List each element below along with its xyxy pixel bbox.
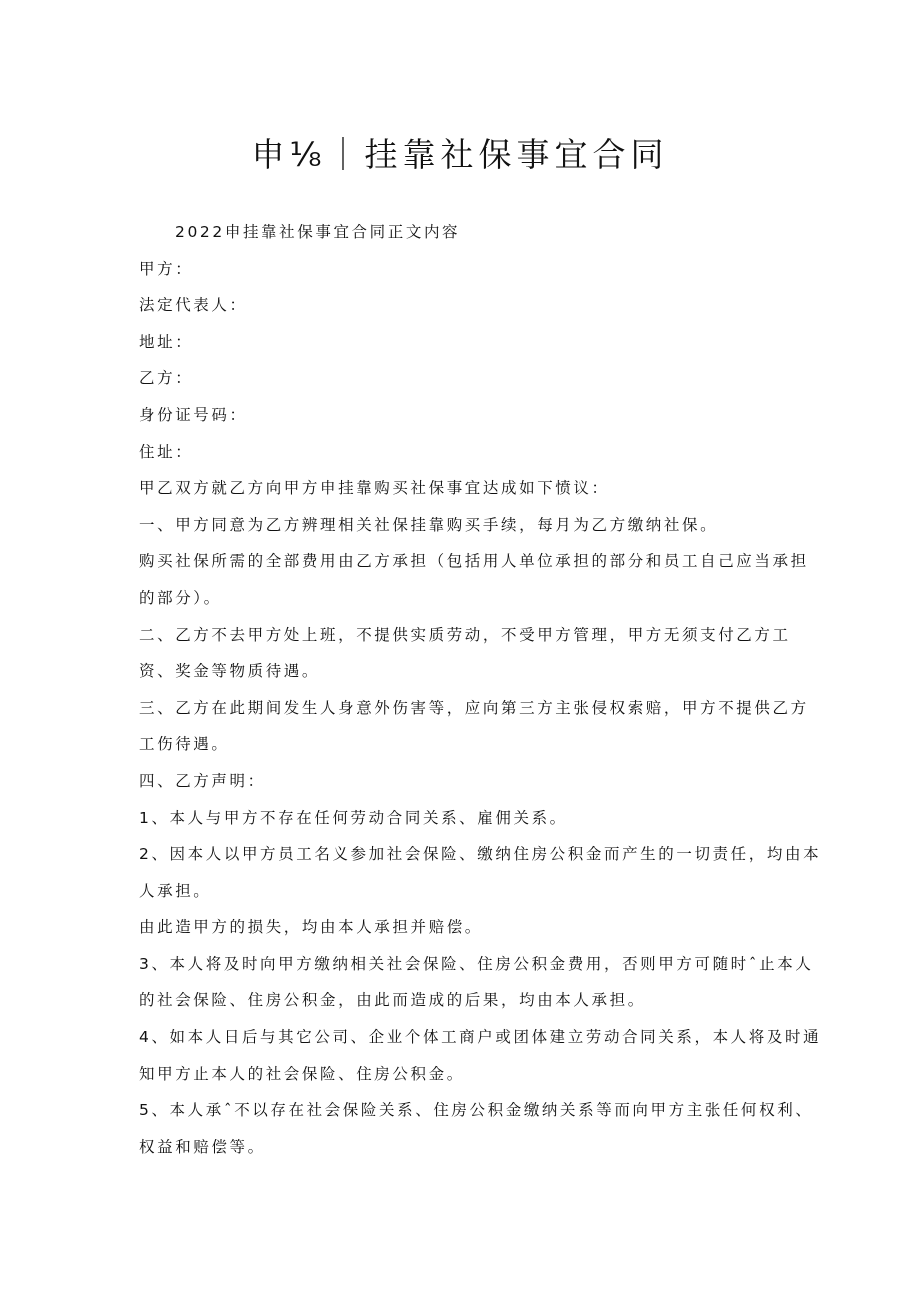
- statement-5-cont-line: 权益和赔偿等。: [139, 1137, 266, 1156]
- document-title: 申⅛｜挂靠社保事宜合同: [251, 135, 669, 174]
- subtitle-line: 2022申挂靠社保事宜合同正文内容: [175, 223, 461, 241]
- statement-2-line: 2、因本人以甲方员工名义参加社会保险、缴纳住房公积金而产生的一切责任，均由本: [139, 845, 822, 864]
- address-line: 地址：: [139, 332, 194, 351]
- clause-1-cost-line: 购买社保所需的全部费用由乙方承担（包括用人单位承担的部分和员工自己应当承担: [139, 552, 809, 571]
- clause-2-line: 二、乙方不去甲方处上班，不提供实质劳动，不受甲方管理，甲方无须支付乙方工: [139, 625, 791, 644]
- statement-3-line: 3、本人将及时向甲方缴纳相关社会保险、住房公积金费用，否则甲方可随时ˆ止本人: [139, 954, 814, 973]
- statement-4-cont-line: 知甲方止本人的社会保险、住房公积金。: [139, 1064, 465, 1083]
- residence-line: 住址：: [139, 442, 194, 461]
- clause-4-heading-line: 四、乙方声明：: [139, 771, 266, 790]
- statement-2-cont-line: 人承担。: [139, 881, 212, 900]
- party-a-line: 甲方：: [139, 259, 194, 278]
- statement-1-line: 1、本人与甲方不存在任何劳动合同关系、雇佣关系。: [139, 808, 568, 827]
- clause-1-cost-cont-line: 的部分）。: [139, 588, 222, 607]
- clause-1-line: 一、甲方同意为乙方辨理相关社保挂靠购买手续，每月为乙方缴纳社保。: [139, 515, 719, 534]
- party-b-line: 乙方：: [139, 369, 194, 388]
- id-number-line: 身份证号码：: [139, 405, 248, 424]
- document-body: [139, 214, 822, 1165]
- statement-2-loss-line: 由此造甲方的损失，均由本人承担并赔偿。: [139, 918, 483, 937]
- clause-2-cont-line: 资、奖金等物质待遇。: [139, 662, 321, 681]
- legal-rep-line: 法定代表人：: [139, 296, 248, 315]
- statement-4-line: 4、如本人日后与其它公司、企业个体工商户或团体建立劳动合同关系，本人将及时通: [139, 1028, 822, 1047]
- clause-3-line: 三、乙方在此期间发生人身意外伤害等，应向第三方主张侵权索赔，甲方不提供乙方: [139, 698, 809, 717]
- clause-3-cont-line: 工伤待遇。: [139, 735, 230, 754]
- statement-5-line: 5、本人承ˆ不以存在社会保险关系、住房公积金缴纳关系等而向甲方主张任何权利、: [139, 1101, 814, 1120]
- statement-3-cont-line: 的社会保险、住房公积金，由此而造成的后果，均由本人承担。: [139, 991, 646, 1010]
- agreement-intro-line: 甲乙双方就乙方向甲方申挂靠购买社保事宜达成如下愤议：: [139, 479, 610, 498]
